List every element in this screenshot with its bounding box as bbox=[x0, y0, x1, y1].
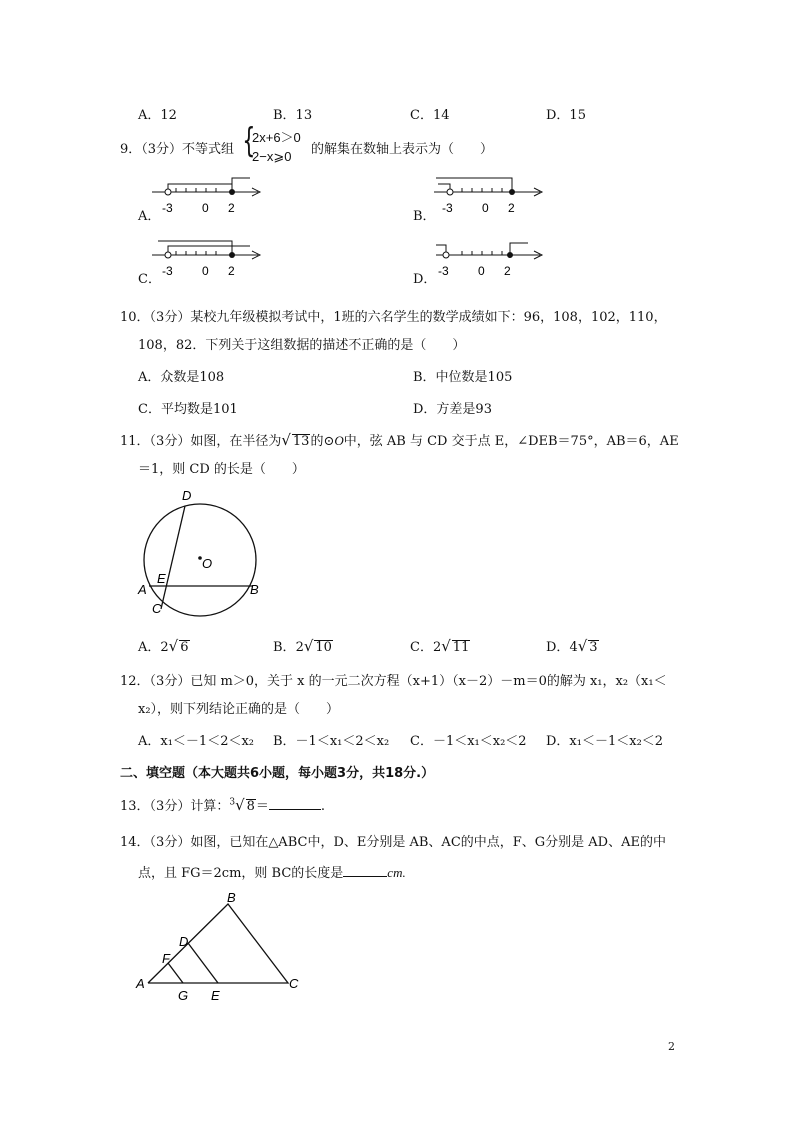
q11-o: O bbox=[334, 433, 344, 448]
q11-circle-figure bbox=[130, 484, 270, 619]
q11-option-a: A．2√ 6 bbox=[138, 637, 189, 655]
q12-option-b: B．－1＜x₁＜2＜x₂ bbox=[273, 734, 390, 749]
q11-label-d: D bbox=[182, 488, 192, 503]
q12-option-d: D．x₁＜－1＜x₂＜2 bbox=[546, 734, 664, 749]
q11-option-d: D．4√ 3 bbox=[546, 637, 598, 655]
q9-number-line-c bbox=[150, 233, 270, 283]
q9-system-brace: { bbox=[242, 121, 256, 161]
q13-pre: 13．（3分）计算： bbox=[120, 799, 230, 814]
q14-answer-blank[interactable] bbox=[343, 864, 387, 877]
q11-mid: 的⊙ bbox=[310, 434, 335, 449]
q9-stem-prefix: 9．（3分）不等式组 bbox=[120, 142, 235, 157]
q11-post: 中，弦 AB 与 CD 交于点 E，∠DEB＝75°，AB＝6，AE bbox=[343, 434, 679, 449]
q14-line1: 14．（3分）如图，已知在△ABC中，D、E分别是 AB、AC的中点，F、G分别是 AD、AE的中 bbox=[120, 835, 666, 850]
q14-label-a: A bbox=[136, 976, 145, 991]
q9-system-line2: 2−x⩾0 bbox=[252, 149, 292, 164]
section-heading-fill-in: 二、填空题（本大题共6小题，每小题3分，共18分.） bbox=[120, 766, 435, 781]
q9-a-tick-2: 2 bbox=[228, 201, 235, 215]
q9-number-line-b bbox=[428, 172, 548, 222]
q13-answer-blank[interactable] bbox=[269, 797, 321, 810]
q12-line1: 12．（3分）已知 m＞0，关于 x 的一元二次方程（x+1）（x－2）－m＝0的解为 x₁，x₂（x₁＜ bbox=[120, 674, 667, 689]
q9-c-tick-m3: -3 bbox=[162, 264, 173, 278]
q14-line2: 点，且 FG＝2cm，则 BC的长度是 cm. bbox=[138, 865, 406, 881]
q9-d-tick-m3: -3 bbox=[438, 264, 449, 278]
q10-line2: 108，82．下列关于这组数据的描述不正确的是（ ） bbox=[138, 338, 466, 353]
q9-option-d-letter: D． bbox=[413, 272, 437, 287]
q11-line1: 11．（3分）如图，在半径为√ 13的⊙O中，弦 AB 与 CD 交于点 E，∠DEB＝75°，AB＝6，AE bbox=[120, 431, 679, 449]
q14-label-f: F bbox=[162, 951, 170, 966]
q11-line2: ＝1，则 CD 的长是（ ） bbox=[138, 462, 305, 477]
q14-label-b: B bbox=[227, 890, 236, 905]
q12-option-a: A．x₁＜－1＜2＜x₂ bbox=[138, 734, 255, 749]
q9-c-tick-2: 2 bbox=[228, 264, 235, 278]
q11-radicand: 13 bbox=[292, 434, 310, 449]
q9-d-tick-2: 2 bbox=[504, 264, 511, 278]
q8-option-b: B．13 bbox=[273, 108, 313, 123]
q9-option-c-letter: C． bbox=[138, 272, 161, 287]
q10-option-b: B．中位数是105 bbox=[413, 370, 513, 385]
q10-option-c: C．平均数是101 bbox=[138, 402, 238, 417]
page-number: 2 bbox=[668, 1040, 675, 1053]
q12-option-c: C．－1＜x₁＜x₂＜2 bbox=[410, 734, 527, 749]
q13-root-index: 3 bbox=[229, 797, 236, 808]
q11-label-e: E bbox=[157, 571, 166, 586]
q10-line1: 10．（3分）某校九年级模拟考试中，1班的六名学生的数学成绩如下：96，108，102，110， bbox=[120, 310, 667, 325]
q11-label-o: O bbox=[202, 556, 213, 571]
q10-option-d: D．方差是93 bbox=[413, 402, 492, 417]
q8-option-a: A．12 bbox=[138, 108, 177, 123]
q13-radicand: 8 bbox=[246, 799, 255, 814]
q9-option-a-letter: A． bbox=[138, 209, 161, 224]
q8-option-d: D．15 bbox=[546, 108, 586, 123]
q9-number-line-d bbox=[428, 233, 548, 283]
q9-stem-suffix: 的解集在数轴上表示为（ ） bbox=[311, 142, 494, 157]
q14-label-c: C bbox=[289, 976, 299, 991]
q11-pre: 11．（3分）如图，在半径为 bbox=[120, 434, 282, 449]
q11-label-b: B bbox=[250, 582, 259, 597]
q11-option-b: B．2√ 10 bbox=[273, 637, 332, 655]
q9-c-tick-0: 0 bbox=[202, 264, 209, 278]
q9-b-tick-0: 0 bbox=[482, 201, 489, 215]
q14-label-d: D bbox=[179, 934, 189, 949]
q9-a-tick-m3: -3 bbox=[162, 201, 173, 215]
q13-line: 13．（3分）计算：$^3$√ 8＝ . bbox=[120, 796, 326, 814]
q9-option-b-letter: B． bbox=[413, 209, 436, 224]
q14-triangle-figure bbox=[132, 890, 312, 1005]
q12-line2: x₂），则下列结论正确的是（ ） bbox=[138, 702, 340, 717]
q14-label-e: E bbox=[211, 988, 220, 1003]
q11-option-c: C．2√ 11 bbox=[410, 637, 470, 655]
q10-option-a: A．众数是108 bbox=[138, 370, 225, 385]
q9-d-tick-0: 0 bbox=[478, 264, 485, 278]
q9-b-tick-2: 2 bbox=[508, 201, 515, 215]
q9-number-line-a bbox=[150, 172, 270, 222]
q9-b-tick-m3: -3 bbox=[442, 201, 453, 215]
q9-a-tick-0: 0 bbox=[202, 201, 209, 215]
q9-system-line1: 2x+6＞0 bbox=[252, 130, 301, 145]
q14-label-g: G bbox=[178, 988, 189, 1003]
q8-option-c: C．14 bbox=[410, 108, 450, 123]
q11-label-a: A bbox=[138, 582, 147, 597]
q11-label-c: C bbox=[152, 601, 162, 616]
